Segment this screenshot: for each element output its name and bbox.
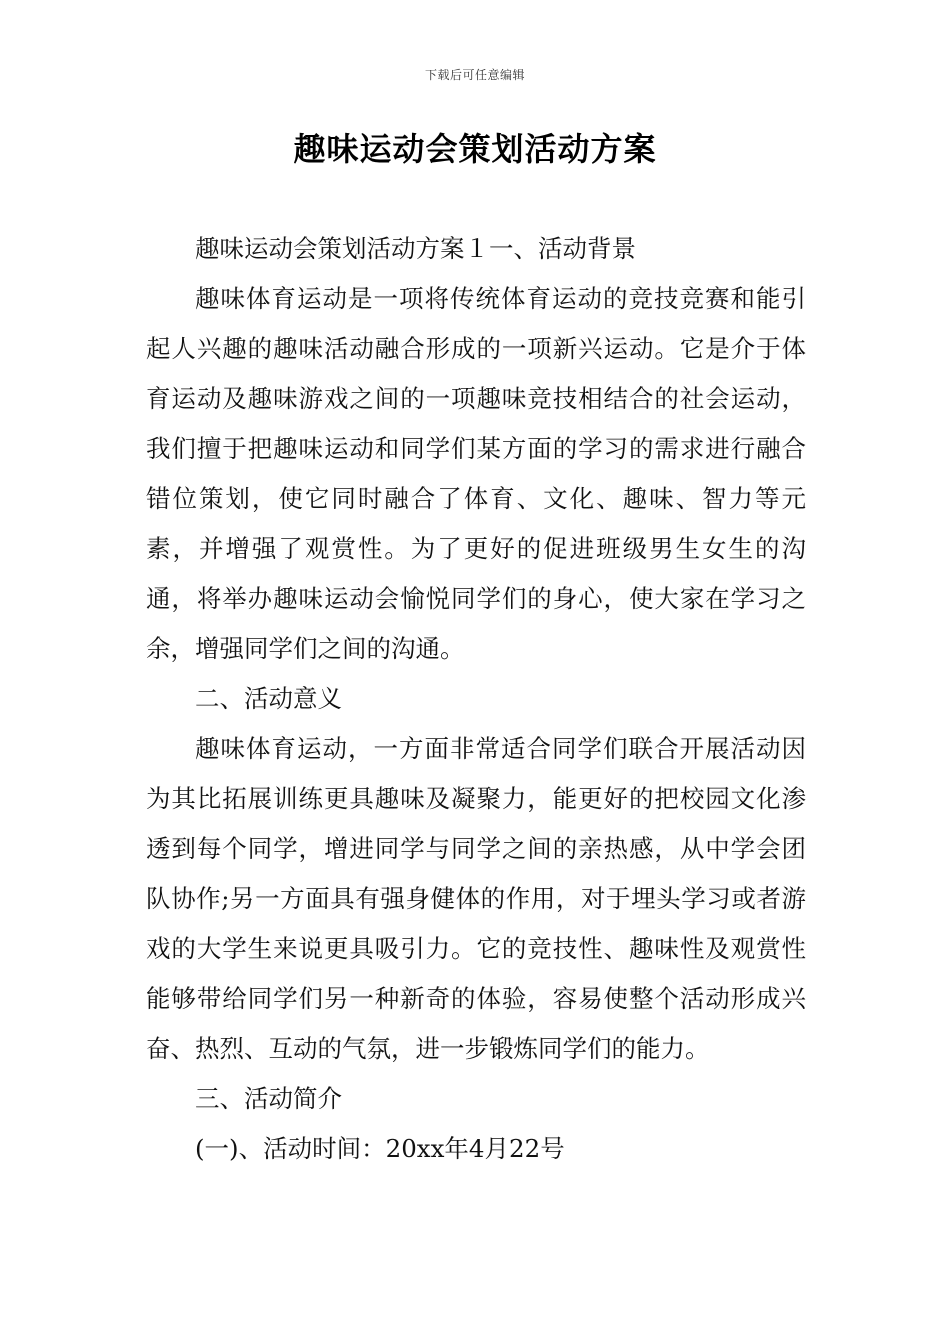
paragraph-significance: 趣味体育运动，一方面非常适合同学们联合开展活动因为其比拓展训练更具趣味及凝聚力，能更好的把校园文化渗透到每个同学，增进同学与同学之间的亲热感，从中学会团队协作;另一方面具有强身健体的作用，对于埋头学习或者游戏的大学生来说更具吸引力。它的竞技性、趣味性及观赏性能够带给同学们另一种新奇的体验，容易使整个活动形成兴奋、热烈、互动的气氛，进一步锻炼同学们的能力。 <box>146 734 806 1063</box>
paragraph-activity-time: (一)、活动时间：20xx年4月22号 <box>195 1134 565 1163</box>
document-title: 趣味运动会策划活动方案 <box>293 130 657 168</box>
paragraph-intro-heading: 三、活动简介 <box>195 1084 342 1113</box>
paragraph-background: 趣味体育运动是一项将传统体育运动的竞技竞赛和能引起人兴趣的趣味活动融合形成的一项新兴运动。它是介于体育运动及趣味游戏之间的一项趣味竞技相结合的社会运动，我们擅于把趣味运动和同学们某方面的学习的需求进行融合错位策划，使它同时融合了体育、文化、趣味、智力等元素，并增强了观赏性。为了更好的促进班级男生女生的沟通，将举办趣味运动会愉悦同学们的身心，使大家在学习之余，增强同学们之间的沟通。 <box>146 284 806 663</box>
paragraph-significance-heading: 二、活动意义 <box>195 684 342 713</box>
document-body <box>146 224 806 1174</box>
header-note: 下载后可任意编辑 <box>424 68 525 82</box>
paragraph-background-heading: 趣味运动会策划活动方案１一、活动背景 <box>195 234 636 263</box>
